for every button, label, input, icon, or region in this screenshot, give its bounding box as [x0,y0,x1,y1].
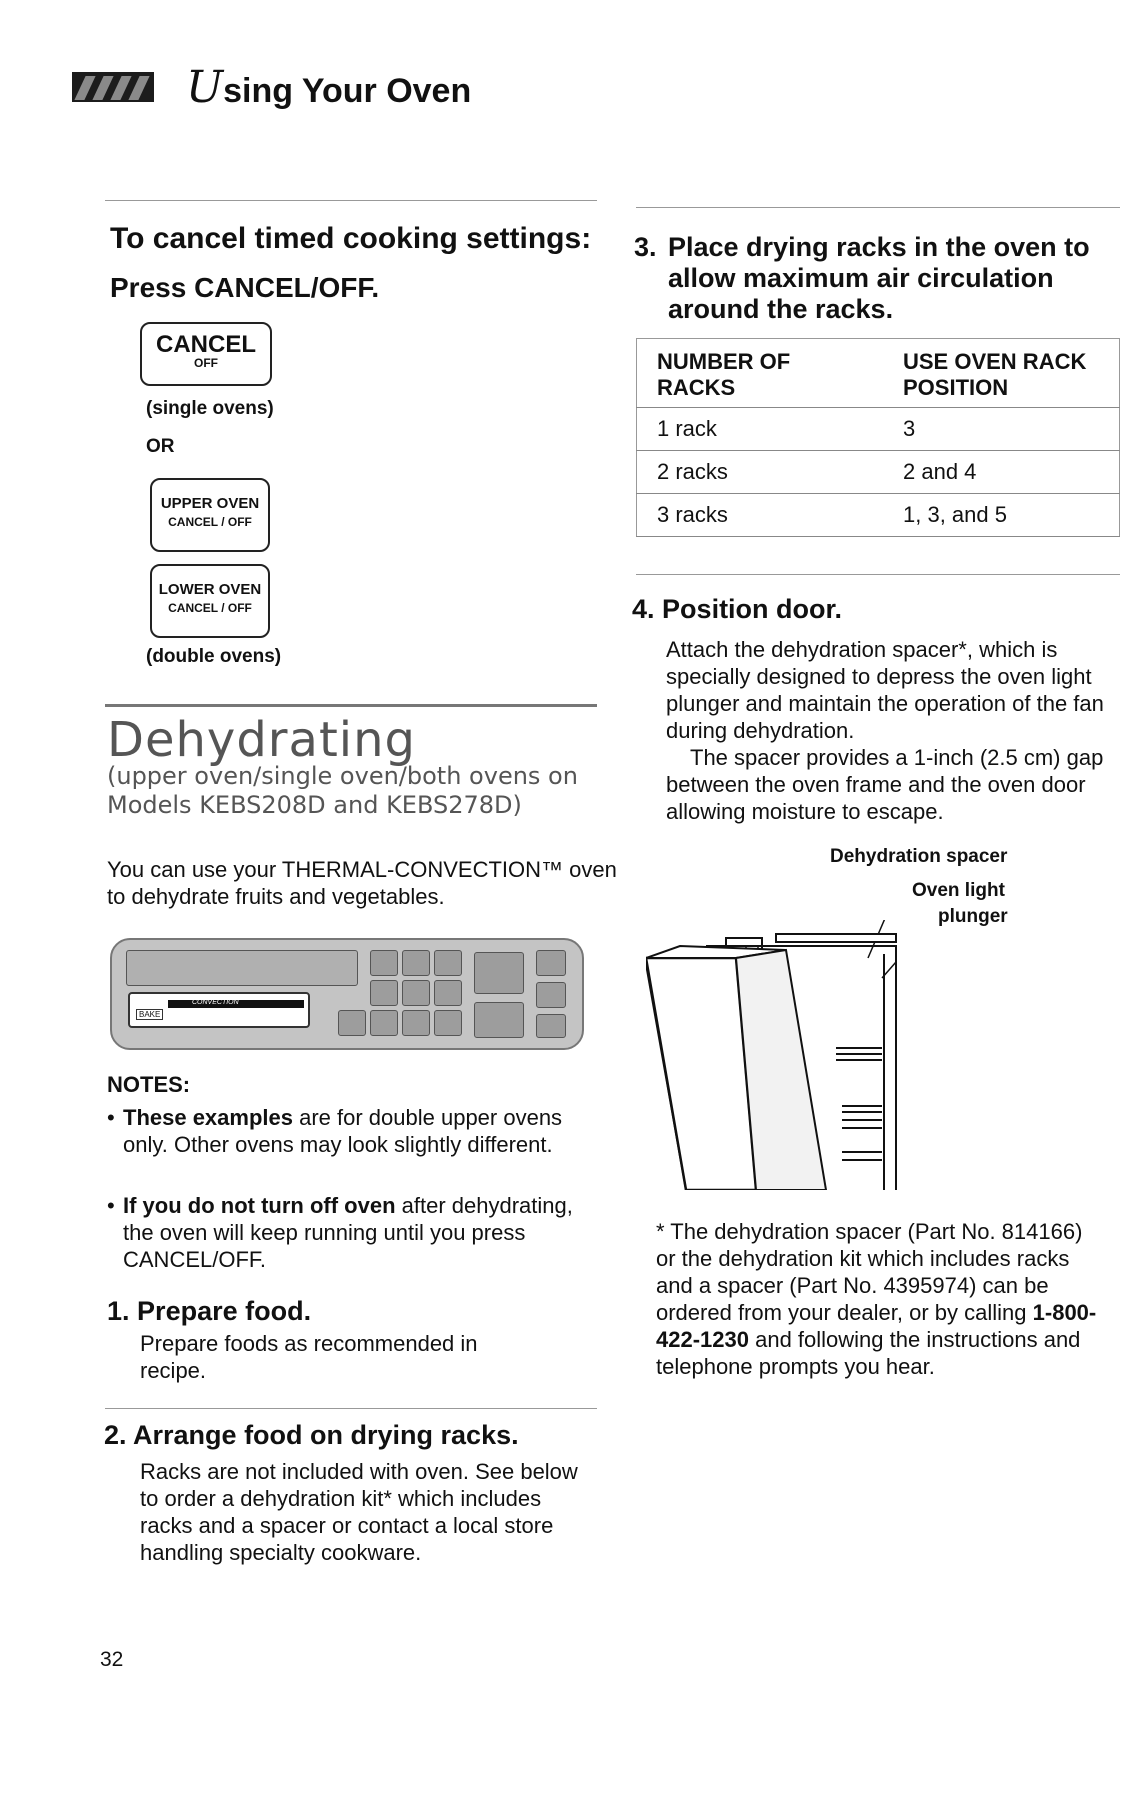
panel-key [370,1010,398,1036]
table-header-row [637,339,1120,408]
column-header [637,339,884,408]
section-divider [105,704,597,707]
column-header-text: USE OVEN RACK POSITION [903,349,1087,400]
step-1-heading [107,1296,311,1327]
page-number: 32 [100,1648,124,1671]
oven-racks [836,1048,882,1160]
panel-key [536,950,566,976]
step-title: Arrange food on drying racks. [133,1420,519,1450]
upper-oven-cancel-sublabel: CANCEL / OFF [168,514,252,529]
table-cell: 2 and 4 [883,451,1120,494]
note-text: after dehydrating, the oven will keep running until you press CANCEL/OFF. [123,1193,573,1272]
oven-door-illustration [646,920,1026,1190]
cancel-off-button-sublabel: OFF [194,356,218,371]
label-dehydration-spacer: Dehydration spacer [830,846,1008,867]
chapter-title-initial: U [186,62,224,113]
divider [105,200,597,201]
label-plunger: plunger [938,906,1008,927]
phone-number: 1-800-422-1230 [656,1300,1097,1352]
or-label: OR [146,436,175,457]
divider [636,574,1120,575]
label-oven-light: Oven light [912,880,1005,901]
double-ovens-label: (double ovens) [146,646,282,667]
footnote [656,1218,1106,1380]
panel-key [536,982,566,1008]
step-4-heading [632,594,842,625]
step-3-heading [634,232,1114,325]
table-cell: 2 racks [637,451,884,494]
panel-key [402,980,430,1006]
step-number: 2. [104,1420,127,1450]
step-title: Place drying racks in the oven to allow maximum air circulation around the racks. [668,232,1090,324]
divider [105,1408,597,1409]
step-number: 3. [634,232,657,262]
chapter-title [186,62,471,113]
step-number: 1. [107,1296,130,1326]
panel-key [536,1014,566,1038]
panel-key [370,980,398,1006]
table-cell: 3 [883,408,1120,451]
table-cell: 1, 3, and 5 [883,494,1120,537]
upper-oven-cancel-button[interactable] [150,478,270,552]
note-bold: These examples [123,1105,293,1130]
rack-position-table [636,338,1120,537]
step-4-body-2: The spacer provides a 1-inch (2.5 cm) gap between the oven frame and the oven door allowing moisture to escape. [666,745,1104,824]
note-bold: If you do not turn off oven [123,1193,396,1218]
panel-key [474,1002,524,1038]
single-ovens-label: (single ovens) [146,398,274,419]
cancel-instruction: Press CANCEL/OFF. [110,272,380,303]
footnote-text: * The dehydration spacer (Part No. 814166) or the dehydration kit which includes racks and a spacer (Part No. 4395974) can be ordered from your dealer, or by calling [656,1219,1083,1325]
bullet: • [107,1193,115,1218]
step-title: Position door. [662,594,843,624]
step-2-body: Racks are not included with oven. See below to order a dehydration kit* which includes racks and a spacer or contact a local store handling specialty cookware. [140,1459,578,1565]
section-intro: You can use your THERMAL-CONVECTION™ oven to dehydrate fruits and vegetables. [107,857,617,909]
panel-key [338,1010,366,1036]
convection-label: CONVECTION [192,999,239,1006]
lower-oven-cancel-label: LOWER OVEN [158,581,262,598]
upper-oven-cancel-label: UPPER OVEN [160,495,260,512]
cancel-heading: To cancel timed cooking settings: [110,222,592,255]
section-subtitle: (upper oven/single oven/both ovens on Models KEBS208D and KEBS278D) [107,762,578,819]
divider [636,207,1120,208]
step-number: 4. [632,594,655,624]
footnote-text-end: and following the instructions and telephone prompts you hear. [656,1327,1081,1379]
display-window [126,950,358,986]
brand-logo [72,72,154,102]
column-header [883,339,1120,408]
chapter-title-text: sing Your Oven [223,72,472,110]
note-text: are for double upper ovens only. Other ovens may look slightly different. [123,1105,563,1157]
step-1-body: Prepare foods as recommended in recipe. [140,1331,478,1383]
panel-key [402,950,430,976]
step-title: Prepare food. [137,1296,312,1326]
table-row [637,408,1120,451]
panel-key [434,950,462,976]
cancel-off-button[interactable] [140,322,272,386]
bake-label: BAKE [136,1009,163,1020]
lower-oven-cancel-button[interactable] [150,564,270,638]
step-4-body: Attach the dehydration spacer*, which is specially designed to depress the oven light plunger and maintain the operation of the fan during dehydration. [666,637,1104,743]
panel-key [370,950,398,976]
table-row [637,451,1120,494]
oven-top-frame [776,934,896,942]
column-header-text: NUMBER OF RACKS [657,349,791,400]
convection-bake-strip [128,992,310,1028]
panel-key [474,952,524,994]
table-cell: 1 rack [637,408,884,451]
note-item [107,1192,607,1273]
bullet: • [107,1105,115,1130]
notes-heading: NOTES: [107,1072,191,1097]
table-cell: 3 racks [637,494,884,537]
step-2-heading [104,1420,519,1451]
panel-key [434,980,462,1006]
section-title: Dehydrating [107,712,416,768]
control-panel-illustration [110,938,584,1050]
panel-key [402,1010,430,1036]
note-item [107,1104,607,1158]
table-row [637,494,1120,537]
panel-key [434,1010,462,1036]
lower-oven-cancel-sublabel: CANCEL / OFF [168,600,252,615]
cancel-off-button-label: CANCEL [156,331,256,358]
